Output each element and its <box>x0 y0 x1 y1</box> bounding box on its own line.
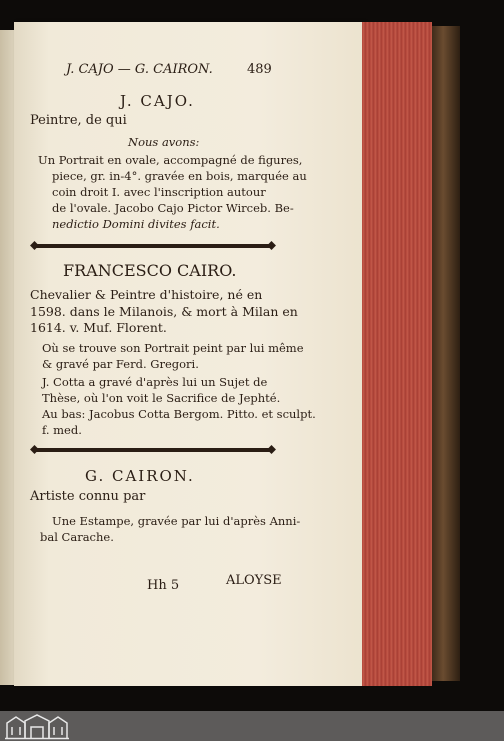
entry-line: Chevalier & Peintre d'histoire, né en <box>30 287 263 302</box>
entry-line: & gravé par Ferd. Gregori. <box>42 357 199 371</box>
entry-line: Au bas: Jacobus Cotta Bergom. Pitto. et sculpt. <box>42 407 316 421</box>
entry-line: de l'ovale. Jacobo Cajo Pictor Wirceb. Be- <box>52 201 294 215</box>
entry-line: coin droit I. avec l'inscription autour <box>52 185 266 199</box>
signature-mark: Hh 5 <box>147 578 180 593</box>
entry-line: J. Cotta a gravé d'après lui un Sujet de <box>42 375 268 389</box>
page-edges <box>362 22 432 686</box>
entry-line: f. med. <box>42 423 82 437</box>
book-cover <box>432 26 460 681</box>
library-logo-icon <box>4 713 70 740</box>
entry-profession: Artiste connu par <box>30 489 146 504</box>
entry-line: Thèse, où l'on voit le Sacrifice de Jephté. <box>42 391 281 405</box>
entry-line: Où se trouve son Portrait peint par lui même <box>42 341 304 355</box>
viewer-footer-bar <box>0 711 504 741</box>
entry-line: piece, gr. in-4°. gravée en bois, marquée au <box>52 169 307 183</box>
catchword: ALOYSE <box>226 573 282 588</box>
entry-title: J. CAJO. <box>120 92 195 110</box>
entry-line: nedictio Domini divites facit. <box>52 217 220 231</box>
entry-title: G. CAIRON. <box>85 467 195 485</box>
entry-title: FRANCESCO CAIRO. <box>63 261 237 280</box>
entry-profession: Peintre, de qui <box>30 113 127 128</box>
page-number: 489 <box>247 62 272 77</box>
running-title: J. CAJO — G. CAIRON. <box>66 62 213 77</box>
section-divider <box>33 244 273 248</box>
entry-line: Une Estampe, gravée par lui d'après Anni- <box>52 514 301 528</box>
entry-line: bal Carache. <box>40 530 114 544</box>
entry-subheading: Nous avons: <box>128 135 200 149</box>
entry-line: 1614. v. Muf. Florent. <box>30 320 167 335</box>
section-divider <box>33 448 273 452</box>
entry-line: 1598. dans le Milanois, & mort à Milan en <box>30 304 298 319</box>
entry-line: Un Portrait en ovale, accompagné de figures, <box>38 153 303 167</box>
